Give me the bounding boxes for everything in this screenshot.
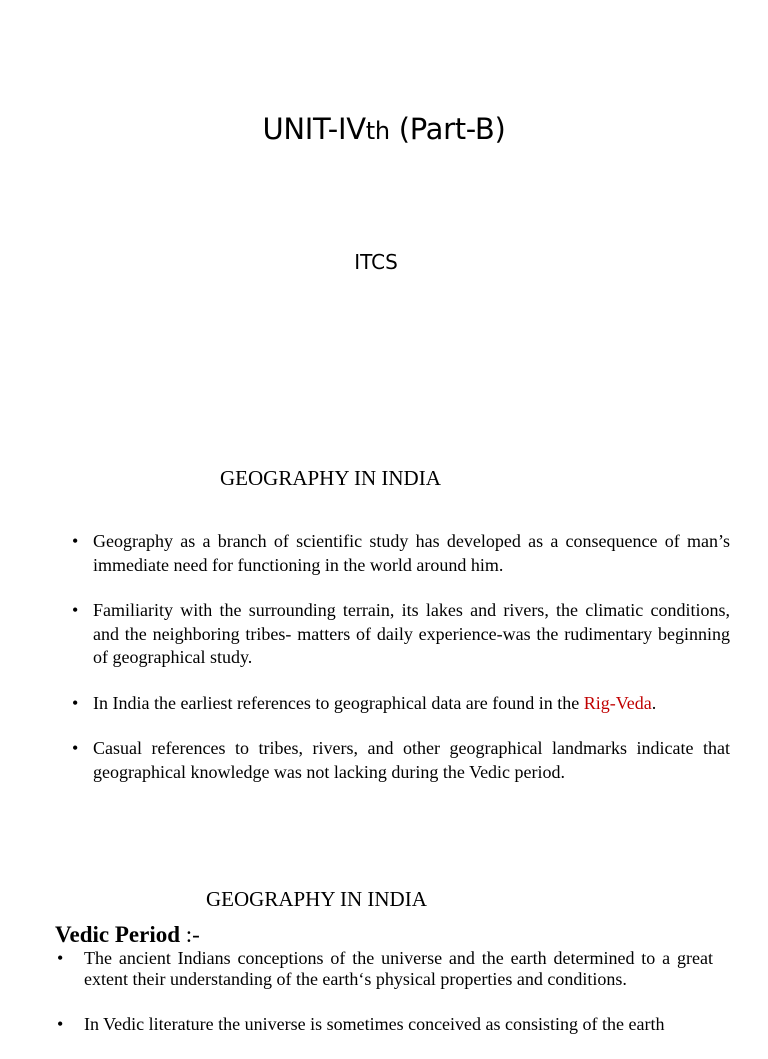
- list-item: [70, 599, 730, 670]
- subsection-heading-label: Vedic Period: [55, 922, 180, 947]
- subsection-heading-suffix: :-: [180, 922, 200, 947]
- list-item-text: In Vedic literature the universe is sometimes conceived as consisting of the earth: [84, 1014, 665, 1034]
- list-item: [70, 530, 730, 577]
- list-item-text: The ancient Indians conceptions of the universe and the earth determined to a great extent their understanding of the earth‘s physical properties and conditions.: [84, 948, 713, 989]
- list-item-text-end: .: [651, 692, 657, 713]
- bullet-list: [55, 948, 713, 1059]
- bullet-list: [70, 530, 730, 806]
- list-item-text: In India the earliest references to geographical data are found in the: [93, 692, 584, 713]
- section-heading: GEOGRAPHY IN INDIA: [206, 887, 427, 911]
- list-item: [55, 948, 713, 990]
- list-item: [70, 737, 730, 784]
- title-superscript: th: [365, 117, 390, 145]
- page-title: [0, 112, 768, 146]
- list-item-text: Familiarity with the surrounding terrain, its lakes and rivers, the climatic conditions, and the neighboring tribes- matters of daily experience-was the rudimentary beginning of geographical study.: [93, 600, 730, 667]
- page-subtitle: ITCS: [354, 250, 398, 274]
- rig-veda-highlight: Rig-Veda: [583, 692, 652, 713]
- title-main: UNIT-IV: [262, 112, 366, 146]
- list-item-text: Geography as a branch of scientific study has developed as a consequence of man’s immediate need for functioning in the world around him.: [93, 531, 730, 575]
- subsection-heading: [55, 922, 200, 948]
- list-item: [55, 1014, 713, 1035]
- section-heading: GEOGRAPHY IN INDIA: [220, 466, 441, 490]
- title-tail: (Part-B): [389, 112, 506, 146]
- list-item: [70, 692, 730, 716]
- list-item-text: Casual references to tribes, rivers, and other geographical landmarks indicate that geographical knowledge was not lacking during the Vedic period.: [93, 738, 730, 782]
